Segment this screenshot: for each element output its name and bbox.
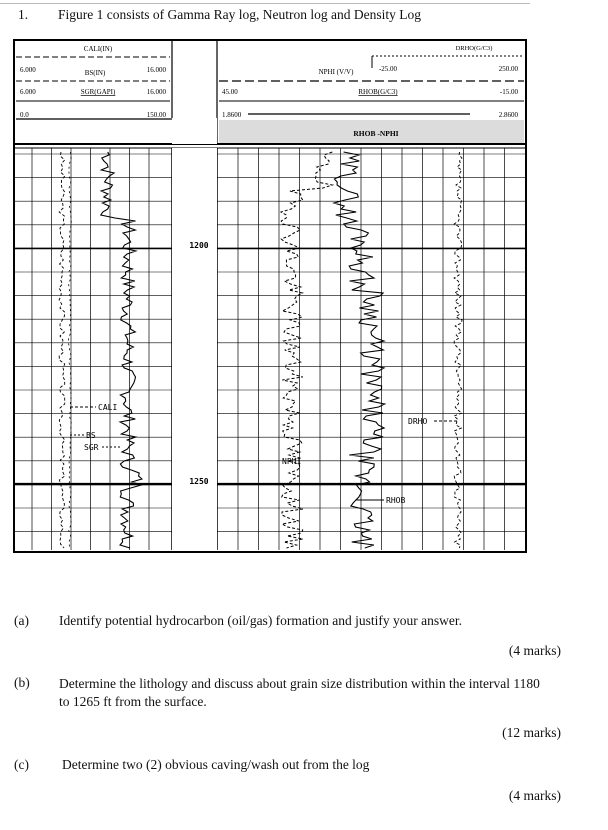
part-a-letter: (a) bbox=[14, 613, 29, 628]
rhob-right-scale: 2.8600 bbox=[498, 111, 518, 119]
drho-right-scale: 250.00 bbox=[498, 65, 518, 73]
drho-curve-label: DRHO bbox=[408, 417, 428, 426]
top-rule bbox=[0, 3, 530, 4]
cali-header-label: CALI(IN) bbox=[83, 45, 113, 53]
cali-curve-label: CALI bbox=[98, 403, 118, 412]
sgr-header-label: SGR(GAPI) bbox=[80, 88, 116, 96]
nphi-right-scale: -25.00 bbox=[378, 65, 398, 73]
bs-curve-label: BS bbox=[86, 431, 96, 440]
rhob-curve-label: RHOB bbox=[386, 496, 406, 505]
sgr-curve-label: SGR bbox=[84, 443, 99, 452]
depth-label-1200: 1200 bbox=[189, 241, 209, 250]
gr-right-scale: 150.00 bbox=[146, 111, 166, 119]
sgr-left-scale: 6.000 bbox=[20, 88, 36, 96]
part-c-marks: (4 marks) bbox=[508, 788, 561, 803]
drho-header-label: DRHO(G/C3) bbox=[455, 45, 493, 52]
question-number: 1. bbox=[18, 7, 29, 22]
nphi-curve-label: NPHI bbox=[282, 457, 302, 466]
part-b-marks: (12 marks) bbox=[502, 725, 561, 740]
sgr-right-scale: 16.000 bbox=[146, 88, 166, 96]
rhob-left-scale: 1.8600 bbox=[222, 111, 242, 119]
bs-left-scale: 6.000 bbox=[20, 66, 36, 74]
rhob-header-label: RHOB(G/C3) bbox=[358, 88, 398, 96]
nphi-header-label: NPHI (V/V) bbox=[318, 68, 354, 76]
part-a-text: Identify potential hydrocarbon (oil/gas) formation and justify your answer. bbox=[59, 613, 463, 628]
fill-label: RHOB -NPHI bbox=[353, 129, 399, 138]
well-log-figure bbox=[0, 30, 608, 566]
depth-label-1250: 1250 bbox=[189, 477, 209, 486]
part-b-text: Determine the lithology and discuss about grain size distribution within the interval 1180 to 1265 ft from the surface. bbox=[59, 676, 540, 709]
rhob-scale-right: -15.00 bbox=[499, 88, 518, 96]
bs-header-label: BS(IN) bbox=[84, 69, 106, 77]
gr-left-scale: 0.0 bbox=[20, 111, 29, 119]
part-a-marks: (4 marks) bbox=[508, 643, 561, 658]
part-c-letter: (c) bbox=[14, 757, 29, 772]
part-c-text: Determine two (2) obvious caving/wash out from the log bbox=[62, 757, 370, 772]
nphi-left-scale: 45.00 bbox=[222, 88, 238, 96]
depth-track bbox=[172, 148, 217, 550]
question-intro: Figure 1 consists of Gamma Ray log, Neutron log and Density Log bbox=[58, 7, 421, 22]
part-b-letter: (b) bbox=[14, 675, 30, 690]
bs-right-scale: 16.000 bbox=[146, 66, 166, 74]
